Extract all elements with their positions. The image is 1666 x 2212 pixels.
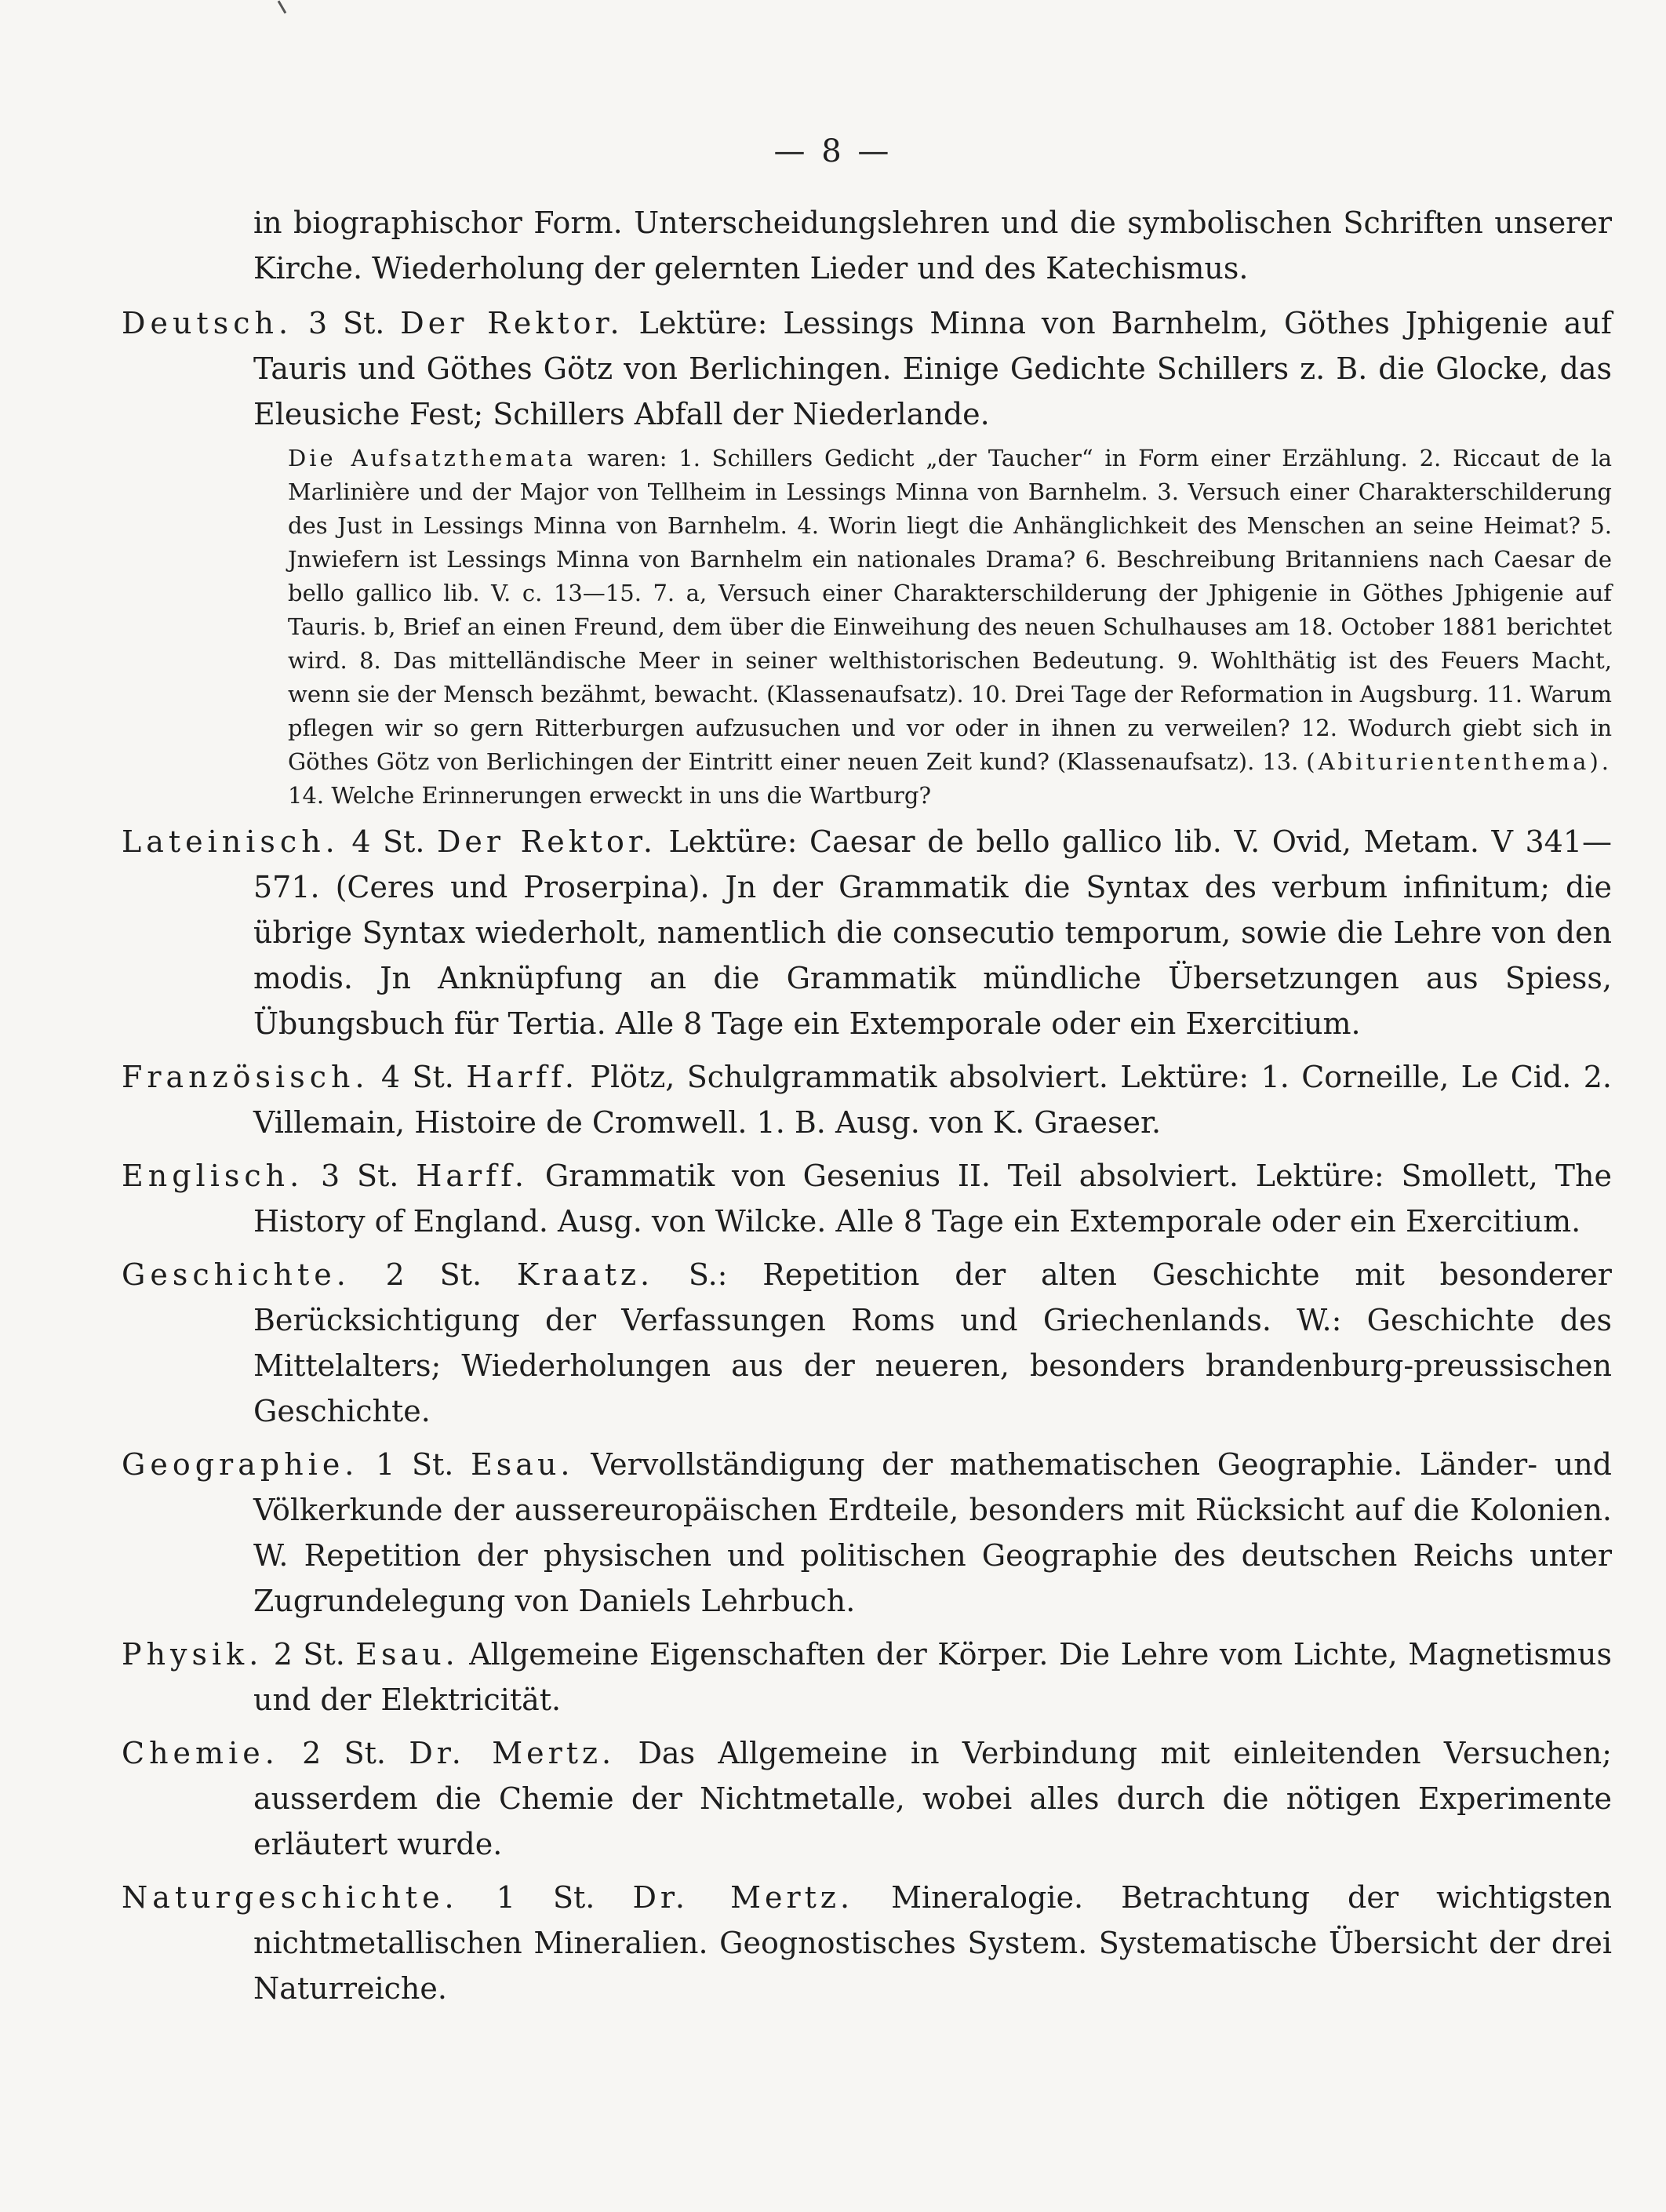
section-naturgeschichte	[122, 1875, 1612, 2011]
essay-topics-abi: (Abituriententhema).	[1306, 748, 1612, 775]
text-geographie: Vervollständigung der mathematischen Geographie. Länder- und Völkerkunde der aussereuropäischen Erdteile, besonders mit Rücksicht auf die Kolonien. W. Repetition der physischen und politischen Geographie des deutschen Reichs unter Zugrundelegung von Daniels Lehrbuch.	[253, 1447, 1612, 1618]
teacher-latein: Der Rektor.	[436, 824, 657, 859]
hours-englisch: 3 St.	[321, 1159, 399, 1193]
hours-deutsch: 3 St.	[307, 306, 385, 340]
text-geschichte: S.: Repetition der alten Geschichte mit besonderer Berücksichtigung der Verfassungen Roms und Griechenlands. W.: Geschichte des Mittelalters; Wiederholungen aus der neueren, besonders brandenburg-preussischen Geschichte.	[253, 1257, 1612, 1428]
hours-geographie: 1 St.	[376, 1447, 454, 1482]
subject-naturgeschichte: Naturgeschichte.	[122, 1880, 459, 1915]
section-chemie	[122, 1730, 1612, 1867]
hours-latein: 4 St.	[351, 824, 425, 859]
subject-franzoesisch: Französisch.	[122, 1060, 369, 1094]
subject-deutsch: Deutsch.	[122, 306, 293, 340]
text-franzoesisch: Plötz, Schulgrammatik absolviert. Lektüre: 1. Corneille, Le Cid. 2. Villemain, Histoire de Cromwell. 1. B. Ausg. von K. Graeser.	[253, 1060, 1612, 1140]
subject-geschichte: Geschichte.	[122, 1257, 351, 1292]
section-deutsch	[122, 300, 1612, 813]
content-body	[122, 200, 1612, 2011]
page-number: — 8 —	[773, 133, 893, 169]
subject-geographie: Geographie.	[122, 1447, 359, 1482]
hours-physik: 2 St.	[273, 1637, 345, 1672]
teacher-deutsch: Der Rektor.	[400, 306, 624, 340]
teacher-naturgeschichte: Dr. Mertz.	[632, 1880, 854, 1915]
teacher-franzoesisch: Harff.	[466, 1060, 579, 1094]
section-englisch	[122, 1153, 1612, 1244]
text-physik: Allgemeine Eigenschaften der Körper. Die Lehre vom Lichte, Magnetismus und der Elektricität.	[253, 1637, 1612, 1717]
subject-englisch: Englisch.	[122, 1159, 304, 1193]
intro-paragraph: in biographischor Form. Unterscheidungslehren und die symbolischen Schriften unserer Kirche. Wiederholung der gelernten Lieder und des Katechismus.	[253, 206, 1612, 286]
scan-mark	[278, 0, 287, 13]
essay-topics-label: Die Aufsatzthemata	[288, 445, 577, 471]
text-naturgeschichte: Mineralogie. Betrachtung der wichtigsten nichtmetallischen Mineralien. Geognostisches System. Systematische Übersicht der drei Naturreiche.	[253, 1880, 1612, 2006]
text-englisch: Grammatik von Gesenius II. Teil absolviert. Lektüre: Smollett, The History of England. Ausg. von Wilcke. Alle 8 Tage ein Extemporale oder ein Exercitium.	[253, 1159, 1612, 1239]
text-deutsch: Lektüre: Lessings Minna von Barnhelm, Göthes Jphigenie auf Tauris und Göthes Götz von Berlichingen. Einige Gedichte Schillers z. B. die Glocke, das Eleusiche Fest; Schillers Abfall der Niederlande.	[253, 306, 1612, 431]
text-latein: Lektüre: Caesar de bello gallico lib. V. Ovid, Metam. V 341—571. (Ceres und Proserpina). Jn der Grammatik die Syntax des verbum infinitum; die übrige Syntax wiederholt, namentlich die consecutio temporum, sowie die Lehre von den modis. Jn Anknüpfung an die Grammatik mündliche Übersetzungen aus Spiess, Übungsbuch für Tertia. Alle 8 Tage ein Extemporale oder ein Exercitium.	[253, 824, 1612, 1041]
essay-topics-text: waren: 1. Schillers Gedicht „der Taucher“ in Form einer Erzählung. 2. Riccaut de la Marlinière und der Major von Tellheim in Lessings Minna von Barnhelm. 3. Versuch einer Charakterschilderung des Just in Lessings Minna von Barnhelm. 4. Worin liegt die Anhänglichkeit des Menschen an seine Heimat? 5. Jnwiefern ist Lessings Minna von Barnhelm ein nationales Drama? 6. Beschreibung Britanniens nach Caesar de bello gallico lib. V. c. 13—15. 7. a, Versuch einer Charakterschilderung der Jphigenie in Göthes Jphigenie auf Tauris. b, Brief an einen Freund, dem über die Einweihung des neuen Schulhauses am 18. October 1881 berichtet wird. 8. Das mittelländische Meer in seiner welthistorischen Bedeutung. 9. Wohlthätig ist des Feuers Macht, wenn sie der Mensch bezähmt, bewacht. (Klassenaufsatz). 10. Drei Tage der Reformation in Augsburg. 11. Warum pflegen wir so gern Ritterburgen aufzusuchen und vor oder in ihnen zu verweilen? 12. Wodurch giebt sich in Göthes Götz von Berlichingen der Eintritt einer neuen Zeit kund? (Klassenaufsatz). 13.	[288, 445, 1613, 775]
hours-naturgeschichte: 1 St.	[496, 1880, 595, 1915]
hours-franzoesisch: 4 St.	[380, 1060, 454, 1094]
teacher-physik: Esau.	[355, 1637, 459, 1672]
section-latein	[122, 819, 1612, 1046]
section-physik	[122, 1632, 1612, 1723]
text-chemie: Das Allgemeine in Verbindung mit einleitenden Versuchen; ausserdem die Chemie der Nichtmetalle, wobei alles durch die nötigen Experimente erläutert wurde.	[253, 1736, 1612, 1861]
teacher-englisch: Harff.	[416, 1159, 528, 1193]
section-geographie	[122, 1442, 1612, 1624]
essay-topics	[288, 442, 1612, 813]
section-franzoesisch	[122, 1054, 1612, 1145]
subject-chemie: Chemie.	[122, 1736, 279, 1770]
subject-latein: Lateinisch.	[122, 824, 340, 859]
essay-topics-end: 14. Welche Erinnerungen erweckt in uns die Wartburg?	[288, 782, 932, 809]
section-geschichte	[122, 1252, 1612, 1434]
hours-geschichte: 2 St.	[385, 1257, 482, 1292]
teacher-chemie: Dr. Mertz.	[409, 1736, 616, 1770]
subject-physik: Physik.	[122, 1637, 264, 1672]
teacher-geographie: Esau.	[471, 1447, 574, 1482]
teacher-geschichte: Kraatz.	[516, 1257, 654, 1292]
hours-chemie: 2 St.	[302, 1736, 387, 1770]
